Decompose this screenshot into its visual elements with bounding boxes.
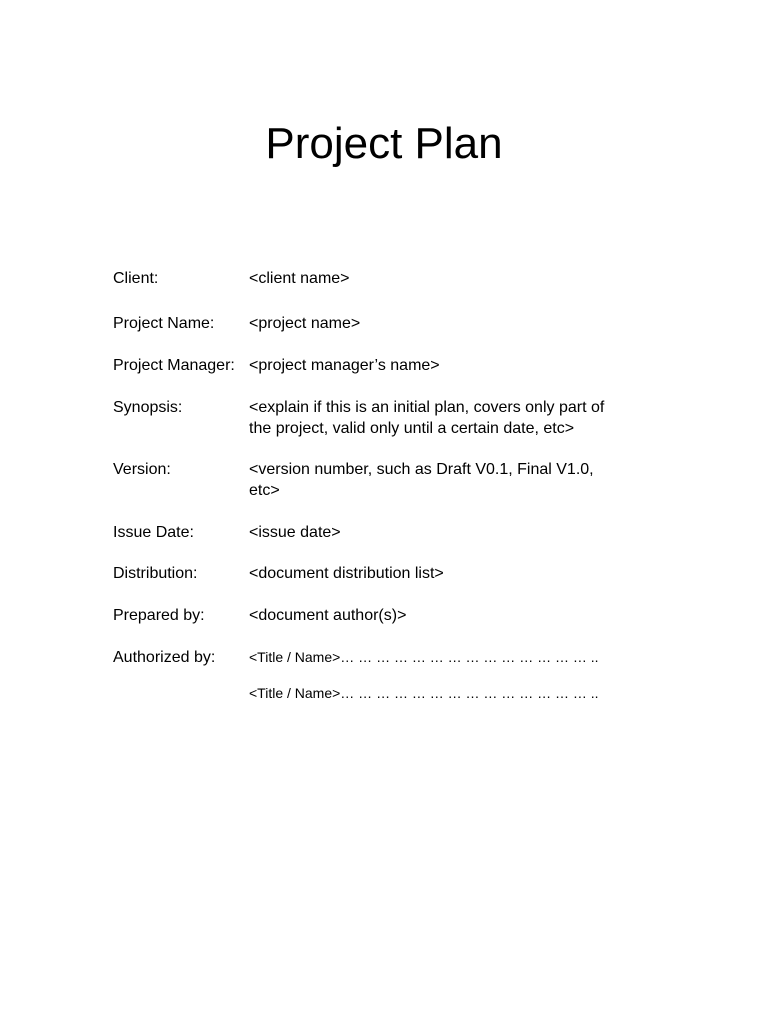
document-title: Project Plan — [265, 119, 503, 168]
distribution-label: Distribution: — [113, 565, 198, 582]
synopsis-value — [249, 397, 649, 439]
issue-date-label: Issue Date: — [113, 524, 194, 541]
synopsis-value-line-1: <explain if this is an initial plan, covers only part of — [249, 399, 605, 416]
prepared-by-value: <document author(s)> — [249, 607, 407, 624]
version-value-line-2: etc> — [249, 482, 280, 499]
client-value: <client name> — [249, 270, 350, 287]
synopsis-label: Synopsis: — [113, 399, 183, 416]
version-value-line-1: <version number, such as Draft V0.1, Final V1.0, — [249, 461, 594, 478]
issue-date-value: <issue date> — [249, 524, 341, 541]
distribution-value: <document distribution list> — [249, 565, 444, 582]
synopsis-value-line-2: the project, valid only until a certain date, etc> — [249, 420, 575, 437]
authorized-by-signatory-1: <Title / Name>… … … … … … … … … … … … … … .. — [249, 649, 599, 665]
client-label: Client: — [113, 270, 159, 287]
project-name-value: <project name> — [249, 315, 361, 332]
project-manager-label: Project Manager: — [113, 357, 235, 374]
version-value — [249, 459, 649, 501]
authorized-by-label: Authorized by: — [113, 649, 216, 666]
prepared-by-label: Prepared by: — [113, 607, 205, 624]
project-manager-value: <project manager’s name> — [249, 357, 440, 374]
authorized-by-signatory-2: <Title / Name>… … … … … … … … … … … … … … .. — [249, 685, 599, 701]
version-label: Version: — [113, 461, 171, 478]
project-name-label: Project Name: — [113, 315, 215, 332]
